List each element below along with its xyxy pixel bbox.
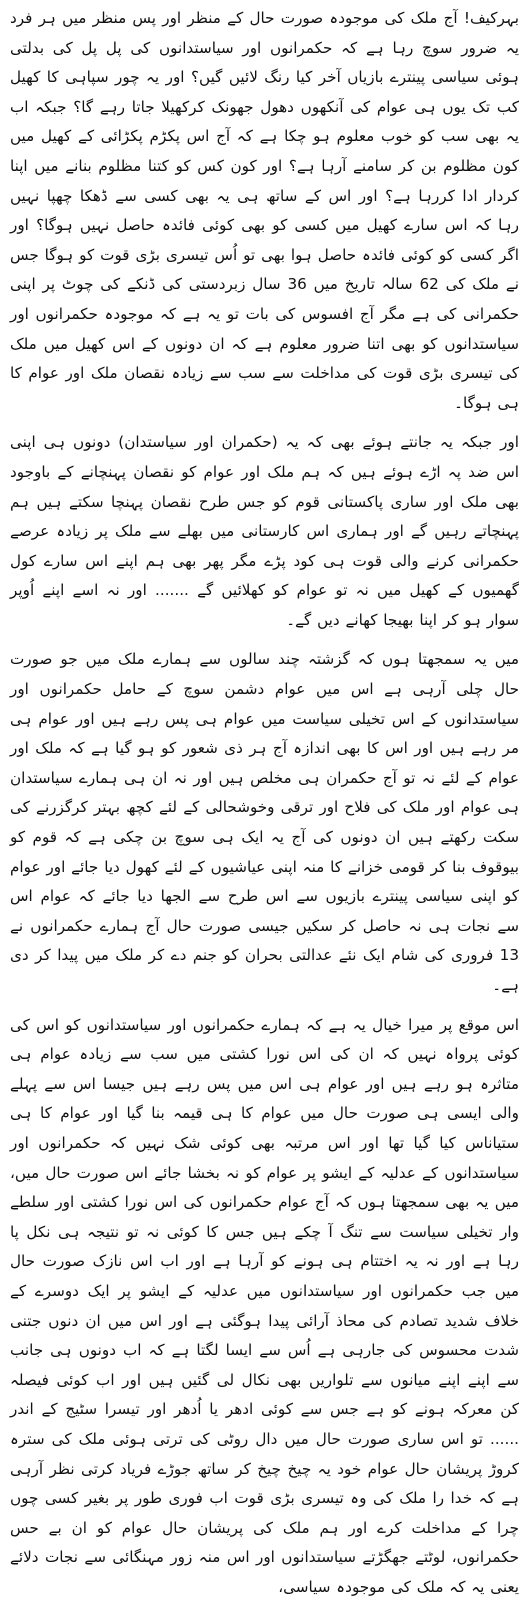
article-paragraph-2: اور جبکہ یہ جانتے ہوئے بھی کہ یہ (حکمران اور سیاستدان) دونوں ہی اپنی اس ضد پہ اڑے ہوئے ہیں کہ ہم ملک اور عوام کو نقصان پہنچانے کے باوجود بھی ملک اور ساری پاکستانی قوم کو جس طرح نقصان پہنچا سکتے ہیں ہم پہنچاتے رہیں گے اور ہماری اس کارستانی میں بھلے سے ملک پر زیادہ عرصے حکمرانی کرنے والی قوت ہی کود پڑے مگر پھر بھی ہم اپنے اس سارے کول گھمیوں کے کھیل میں نہ تو عوام کو کھلائیں گے ....... اور نہ اسے اپنے اُوپر سوار ہو کر اپنا بھیجا کھانے دیں گے۔ [10, 433, 519, 629]
article-paragraph-4: اس موقع پر میرا خیال یہ ہے کہ ہمارے حکمرانوں اور سیاستدانوں کو اس کی کوئی پرواہ نہیں کہ ان کی اس نورا کشتی میں سب سے زیادہ عوام ہی متاثرہ ہو رہے ہیں اور عوام ہی اس میں پس رہے ہیں جیسا اس سے پہلے والی ایسی ہی صورت حال میں عوام کا ہی قیمہ بنا گیا اور عوام کا ہی ستیاناس کیا گیا تھا اور اس مرتبہ بھی کوئی شک نہیں کہ حکمرانوں اور سیاستدانوں کے عدلیہ کے ایشو پر عوام کو نہ بخشا جائے اس صورت حال میں، میں یہ بھی سمجھتا ہوں کہ آج عوام حکمرانوں کی اس نورا کشتی اور سلطے وار تخیلی سیاست سے تنگ آ چکے ہیں جس کا کوئی نہ تو نتیجہ ہی نکل پا رہا ہے اور نہ یہ اختتام ہی ہونے کو آرہا ہے اور اب اس نازک صورت حال میں جب حکمرانوں اور سیاستدانوں میں عدلیہ کے ایشو پر ایک دوسرے کے خلاف شدید تصادم کی محاذ آرائی پیدا ہوگئی ہے اور اس میں ان دنوں جتنی شدت محسوس کی جارہی ہے اُس سے ایسا لگتا ہے کہ اب دونوں ہی جانب سے اپنے اپنے میانوں سے تلواریں بھی نکال لی گئیں ہیں اور اب کوئی فیصلہ کن معرکہ ہونے کو ہے جس سے کوئی ادھر یا اُدھر اور تیسرا سٹیج کے اندر ...... تو اس ساری صورت حال میں دال روٹی کی ترتی ہوئی ملک کی سترہ کروڑ پریشان حال عوام خود یہ چیخ چیخ کر ساتھ جوڑے فریاد کرتی نظر آرہی ہے کہ خدا را ملک کی وہ تیسری بڑی قوت اب فوری طور پر بغیر کسی چوں چرا کے مداخلت کرے اور ہم ملک کی پریشان حال عوام کو ان بے حس حکمرانوں، لوٹتے جھگڑتے سیاستدانوں اور اس منہ زور مہنگائی سے نجات دلائے یعنی یہ کہ ملک کی موجودہ سیاسی، [10, 1015, 519, 1596]
article-paragraph-3: میں یہ سمجھتا ہوں کہ گزشتہ چند سالوں سے ہمارے ملک میں جو صورت حال چلی آرہی ہے اس میں عوام دشمن سوچ کے حامل حکمرانوں اور سیاستدانوں کے اس تخیلی سیاست میں عوام ہی پس رہے ہیں اور عوام ہی مر رہے ہیں اور اس کا بھی اندازہ آج ہر ذی شعور کو ہو گیا ہے کہ ملک اور عوام کے لئے نہ تو آج حکمران ہی مخلص ہیں اور نہ ان ہی ہمارے سیاستدان ہی عوام اور ملک کی فلاح اور ترقی وخوشحالی کے لئے کچھ بہتر کرگزرنے کی سکت رکھتے ہیں ان دونوں کی آج یہ ایک ہی سوچ بن چکی ہے کہ قوم کو بیوقوف بنا کر قومی خزانے کا منہ اپنی عیاشیوں کے لئے کھول دیا جائے اور عوام کو اپنی سیاسی پینترے بازیوں سے اس طرح سے الجھا دیا جائے کہ عوام اس سے نجات ہی نہ حاصل کر سکیں جیسی صورت حال آج ہمارے حکمرانوں نے 13 فروری کی شام ایک نئے عدالتی بحران کو جنم دے کر ملک میں پیدا کر دی ہے۔ [10, 650, 519, 994]
article-paragraph-1: بہرکیف! آج ملک کی موجودہ صورت حال کے منظر اور پس منظر میں ہر فرد یہ ضرور سوچ رہا ہے کہ حکمرانوں اور سیاستدانوں کی پل پل کی بدلتی ہوئی سیاسی پینترے بازیاں آخر کیا رنگ لائیں گیں؟ اور یہ چور سپاہی کا کھیل کب تک یوں ہی عوام کی آنکھوں دھول جھونک کرکھیلا جاتا رہے گا؟ جبکہ اب یہ بھی سب کو خوب معلوم ہو چکا ہے کہ آج اس پکڑم پکڑائی کے کھیل میں کون مظلوم بن کر سامنے آرہا ہے؟ اور کون کس کو کتنا مظلوم بنانے میں اپنا کردار ادا کررہا ہے؟ اور اس کے ساتھ ہی یہ بھی کسی سے ڈھکا چھپا نہیں رہا کہ اس سارے کھیل میں کسی کو بھی کوئی فائدہ حاصل نہیں ہوگا؟ اور اگر کسی کو کوئی فائدہ حاصل ہوا بھی تو اُس تیسری بڑی قوت کو ہوگا جس نے ملک کی 62 سالہ تاریخ میں 36 سال زبردستی کی ڈنکے کی چوٹ پر اپنی حکمرانی کی ہے مگر آج افسوس کی بات تو یہ ہے کہ موجودہ حکمرانوں اور سیاستدانوں کو بھی اتنا ضرور معلوم ہے کہ ان دونوں کے اس کھیل میں ملک کی تیسری بڑی قوت کی مداخلت سے سب سے زیادہ نقصان ملک اور عوام کا ہی ہوگا۔ [10, 9, 519, 412]
